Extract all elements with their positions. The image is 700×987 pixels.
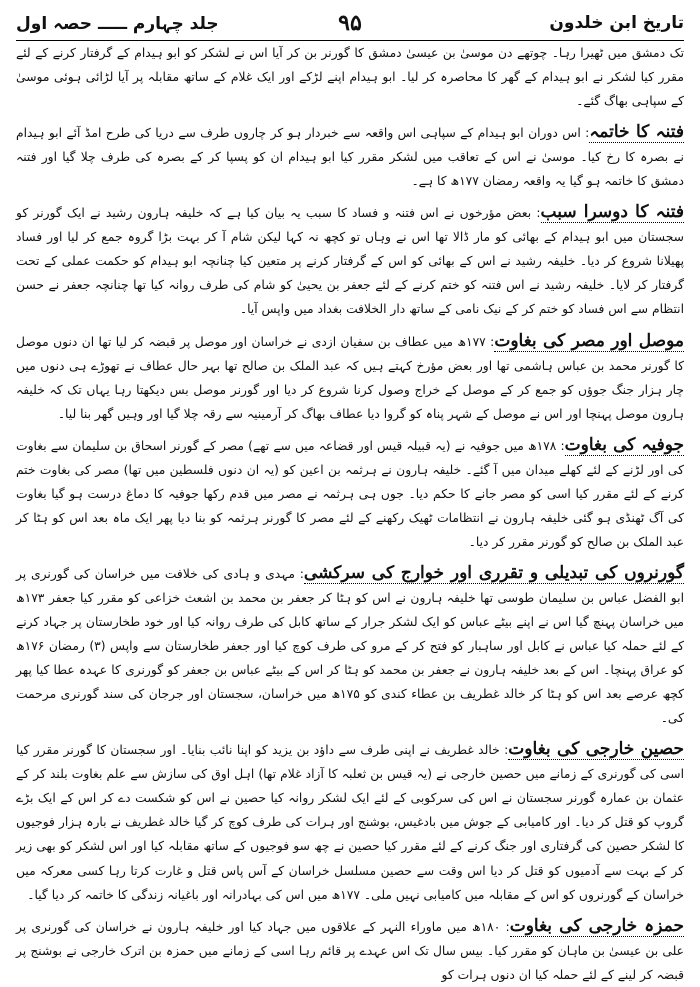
section-heading: جوفیہ کی بغاوت [564, 434, 684, 455]
section-heading: فتنہ کا خاتمہ [589, 122, 685, 143]
paragraph-text: بعض مؤرخوں نے اس فتنہ و فساد کا سبب یہ بیان کیا ہے کہ خلیفہ ہارون رشید نے ایک گورنر کو سجستان میں ابو ہیدام کے بھائی کو مار ڈالا تھا اس نے وہاں تو کچھ نہ کہا لیکن شام آ کر بہت بڑا گروہ جمع کر لیا اور فساد پھیلانا شروع کر دیا۔ خلیفہ رشید نے اس کے بھائی کو اس کے گرفتار کرنے پر متعین کیا چنانچہ ابو ہیدام کو حکمت عملی کے تحت گرفتار کر لایا۔ خلیفہ رشید نے اس فتنہ کو ختم کرنے کے لئے جعفر بن یحییٰ کو شام کی طرف روانہ کیا تھا چنانچہ جعفر نے حسن انتظام سے اس فساد کو ختم کر کے نیک نامی کے ساتھ دار الخلافت بغداد میں واپس آیا۔ [16, 206, 684, 317]
paragraph-text: خالد غطریف نے اپنی طرف سے داؤد بن یزید کو اپنا نائب بنایا۔ اور سجستان کا گورنر مقرر کیا اسی کی گورنری کے زمانے میں حصین خارجی نے (یہ قیس بن ثعلبہ کا آزاد غلام تھا) اہل اوق کی سازش سے علم بغاوت بلند کر کے عثمان بن عمارہ گورنر سجستان نے اس کی سرکوبی کے لئے ایک لشکر روانہ کیا حصین نے اس کو شکست دے کر اس کے ایک بڑے گروپ کو قتل کر دیا۔ اور کامیابی کے جوش میں بادغیس، بوشنج اور ہرات کی طرف کوچ کر گیا خالد غطریف نے بارہ ہزار فوجیوں کا لشکر حصین کی گرفتاری اور جنگ کرنے کے لئے مقرر کیا حصین نے چھ سو فوجیوں کے ساتھ مقابلہ کیا اور اس لشکر کو بھی زیر کر کے بہت سے آدمیوں کو قتل کر دیا اس وقت سے حصین مسلسل خراسان کے آس پاس قتل و غارت کرتا رہا کسی معرکہ میں خراسان کے گورنروں کو اس کے مقابلہ میں کامیابی نہیں ملی۔ ۱۷۷ھ میں اس کی بہادرانہ اور باغیانہ زندگی کا خاتمہ کر دیا گیا۔ [16, 743, 684, 902]
paragraph: حصین خارجی کی بغاوت: خالد غطریف نے اپنی طرف سے داؤد بن یزید کو اپنا نائب بنایا۔ اور سجستان کا گورنر مقرر کیا اسی کی گورنری کے زمانے میں حصین خارجی نے (یہ قیس بن ثعلبہ کا آزاد غلام تھا) اہل اوق کی سازش سے علم بغاوت بلند کر کے عثمان بن عمارہ گورنر سجستان نے اس کی سرکوبی کے لئے ایک لشکر روانہ کیا حصین نے اس کو شکست دے کر اس کے ایک بڑے گروپ کو قتل کر دیا۔ اور کامیابی کے جوش میں بادغیس، بوشنج اور ہرات کی طرف کوچ کر گیا خالد غطریف نے بارہ ہزار فوجیوں کا لشکر حصین کی گرفتاری اور جنگ کرنے کے لئے مقرر کیا حصین نے چھ سو فوجیوں کے ساتھ مقابلہ کیا اور اس لشکر کو بھی زیر کر کے بہت سے آدمیوں کو قتل کر دیا اس وقت سے حصین مسلسل خراسان کے آس پاس قتل و غارت کرتا رہا کسی معرکہ میں خراسان کے گورنروں کو اس کے مقابلہ میں کامیابی نہیں ملی۔ ۱۷۷ھ میں اس کی بہادرانہ اور باغیانہ زندگی کا خاتمہ کر دیا گیا۔ [16, 739, 684, 902]
page-header [16, 6, 684, 41]
paragraph: حمزہ خارجی کی بغاوت: ۱۸۰ھ میں ماوراء النہر کے علاقوں میں جہاد کیا اور خلیفہ ہارون نے خراسان کی گورنری پر علی بن عیسیٰ بن ماہان کو مقرر کیا۔ بیس سال تک اس عہدے پر قائم رہا اسی کے زمانے میں حمزہ بن اترک خارجی نے بوشنج پر قبضہ کر لینے کے لئے حملہ کیا ان دنوں ہرات کو [16, 915, 684, 982]
paragraph-text: ۱۷۸ھ میں جوفیہ نے (یہ قبیلہ قیس اور قضاعہ میں سے تھے) مصر کے گورنر اسحاق بن سلیمان سے بغاوت کی اور لڑنے کے لئے کھلے میدان میں آ گئے۔ خلیفہ ہارون نے ہرثمہ بن اعین کو (یہ ان دنوں فلسطین میں تھا) مصر کی بغاوت ختم کرنے کے لئے مقرر کیا اسی کو مصر جانے کا حکم دیا۔ جوں ہی ہرثمہ نے مصر میں قدم رکھا جوفیہ کا دماغ درست ہو گیا بغاوت کی آگ ٹھنڈی ہو گئی خلیفہ ہارون نے انتظامات ٹھیک رکھنے کے لئے مصر کا گورنر ہرثمہ کو بنا دیا پھر ایک ماہ بعد اس کو ہٹا کر عبد الملک بن صالح کو گورنر مقرر کر دیا۔ [16, 438, 684, 549]
book-title: تاریخ ابن خلدون [549, 13, 684, 33]
paragraph: جوفیہ کی بغاوت: ۱۷۸ھ میں جوفیہ نے (یہ قبیلہ قیس اور قضاعہ میں سے تھے) مصر کے گورنر اسحاق بن سلیمان سے بغاوت کی اور لڑنے کے لئے کھلے میدان میں آ گئے۔ خلیفہ ہارون نے ہرثمہ بن اعین کو (یہ ان دنوں فلسطین میں تھا) مصر کی بغاوت ختم کرنے کے لئے مقرر کیا اسی کو مصر جانے کا حکم دیا۔ جوں ہی ہرثمہ نے مصر میں قدم رکھا جوفیہ کا دماغ درست ہو گیا بغاوت کی آگ ٹھنڈی ہو گئی خلیفہ ہارون نے انتظامات ٹھیک رکھنے کے لئے مصر کا گورنر ہرثمہ کو بنا دیا پھر ایک ماہ بعد اس کو ہٹا کر عبد الملک بن صالح کو گورنر مقرر کر دیا۔ [16, 434, 684, 549]
page-body [16, 41, 684, 987]
paragraph-text: اس دوران ابو ہیدام کے سپاہی اس واقعہ سے خبردار ہو کر چاروں طرف سے دریا کی طرح امڈ آئے ابو ہیدام نے بصرہ کا رخ کیا۔ موسیٰ نے اس کے تعاقب میں لشکر مقرر کیا ابو ہیدام ان کو پسپا کر کے بصرہ کی طرف چلا گیا اور فتنہ دمشق کا خاتمہ ہو گیا یہ واقعہ رمضان ۱۷۷ھ کا ہے۔ [16, 126, 684, 189]
page-number: ۹۵ [338, 10, 362, 36]
section-heading: فتنہ کا دوسرا سبب [540, 202, 684, 223]
section-heading: موصل اور مصر کی بغاوت [494, 330, 684, 351]
paragraph-text: ۱۷۷ھ میں عطاف بن سفیان ازدی نے خراسان اور موصل پر قبضہ کر لیا تھا ان دنوں موصل کا گورنر محمد بن عباس ہاشمی تھا اور بعض مؤرخ کہتے ہیں کہ عبد الملک بن صالح تھا بہر حال عطاف نے تھوڑے ہی دنوں میں چار ہزار جنگ جوؤں کو جمع کر کے موصل کے خراج وصول کرنا شروع کر دیا اور گورنر موصل بس دیکھتا رہا یہاں تک کہ خلیفہ ہارون موصل پہنچا اور اس نے موصل کے شہر پناہ کو گروا دیا عطاف بھاگ کر آرمینیہ سے رقہ چلا گیا اور وہیں گھر بنا لیا۔ [16, 334, 684, 421]
paragraph: فتنہ کا دوسرا سبب: بعض مؤرخوں نے اس فتنہ و فساد کا سبب یہ بیان کیا ہے کہ خلیفہ ہارون رشید نے ایک گورنر کو سجستان میں ابو ہیدام کے بھائی کو مار ڈالا تھا اس نے وہاں تو کچھ نہ کہا لیکن شام آ کر بہت بڑا گروہ جمع کر لیا اور فساد پھیلانا شروع کر دیا۔ خلیفہ رشید نے اس کے بھائی کو اس کے گرفتار کرنے پر متعین کیا چنانچہ ابو ہیدام کو حکمت عملی کے تحت گرفتار کر لایا۔ خلیفہ رشید نے اس فتنہ کو ختم کرنے کے لئے جعفر بن یحییٰ کو شام کی طرف روانہ کیا تھا چنانچہ جعفر نے حسن انتظام سے اس فساد کو ختم کر کے نیک نامی کے ساتھ دار الخلافت بغداد میں واپس آیا۔ [16, 202, 684, 317]
paragraph-text: تک دمشق میں ٹھیرا رہا۔ چوتھے دن موسیٰ بن عیسیٰ دمشق کا گورنر بن کر آیا اس نے لشکر کو ابو ہیدام کے گرفتار کرنے کے لئے مقرر کیا لشکر نے ابو ہیدام کے گھر کا محاصرہ کر لیا۔ ابو ہیدام اپنے لڑکے اور ایک غلام کے ساتھ مقابلہ پر آیا لڑائی ہوئی موسیٰ کے سپاہی بھاگ گئے۔ [16, 46, 684, 109]
volume-label: جلد چہارم ـــــ حصہ اول [16, 13, 219, 34]
paragraph [16, 41, 684, 113]
section-heading: حصین خارجی کی بغاوت [508, 739, 684, 760]
paragraph-text: مہدی و ہادی کی خلافت میں خراسان کی گورنری پر ابو الفضل عباس بن سلیمان طوسی تھا خلیفہ ہارون نے اس کو ہٹا کر جعفر بن محمد بن اشعث خزاعی کو مقرر کیا جعفر ۱۷۳ھ میں خراسان پہنچ گیا اس نے اپنے بیٹے عباس کو ایک لشکر جرار کے ساتھ کابل کی طرف روانہ کیا اور خود طخارستان پر جہاد کرنے کے لئے حملہ کیا عباس نے کابل اور ساہبار کو فتح کر کے مرو کی طرف کوچ کیا اور جعفر طخارستان سے واپس (۳) رمضان ۱۷۶ھ کو عراق پہنچا۔ اس کے بعد خلیفہ ہارون نے جعفر بن محمد کو ہٹا کر اس کے بیٹے عباس بن جعفر کو گورنری کا عہدہ عطا کیا پھر کچھ عرصے بعد اس کو ہٹا کر خالد غطریف بن عطاء کندی کو ۱۷۵ھ میں خراسان، سجستان اور جرجان کی سند گورنری مرحمت کی۔ [16, 566, 685, 726]
paragraph: گورنروں کی تبدیلی و تقرری اور خوارج کی سرکشی: مہدی و ہادی کی خلافت میں خراسان کی گورنری پر ابو الفضل عباس بن سلیمان طوسی تھا خلیفہ ہارون نے اس کو ہٹا کر جعفر بن محمد بن اشعث خزاعی کو مقرر کیا جعفر ۱۷۳ھ میں خراسان پہنچ گیا اس نے اپنے بیٹے عباس کو ایک لشکر جرار کے ساتھ کابل کی طرف روانہ کیا اور خود طخارستان پر جہاد کرنے کے لئے حملہ کیا عباس نے کابل اور ساہبار کو فتح کر کے مرو کی طرف کوچ کیا اور جعفر طخارستان سے واپس (۳) رمضان ۱۷۶ھ کو عراق پہنچا۔ اس کے بعد خلیفہ ہارون نے جعفر بن محمد کو ہٹا کر اس کے بیٹے عباس بن جعفر کو گورنری کا عہدہ عطا کیا پھر کچھ عرصے بعد اس کو ہٹا کر خالد غطریف بن عطاء کندی کو ۱۷۵ھ میں خراسان، سجستان اور جرجان کی سند گورنری مرحمت کی۔ [16, 562, 685, 726]
paragraph: فتنہ کا خاتمہ: اس دوران ابو ہیدام کے سپاہی اس واقعہ سے خبردار ہو کر چاروں طرف سے دریا کی طرح امڈ آئے ابو ہیدام نے بصرہ کا رخ کیا۔ موسیٰ نے اس کے تعاقب میں لشکر مقرر کیا ابو ہیدام ان کو پسپا کر کے بصرہ کی طرف چلا گیا اور فتنہ دمشق کا خاتمہ ہو گیا یہ واقعہ رمضان ۱۷۷ھ کا ہے۔ [16, 122, 685, 189]
paragraph-text: ۱۸۰ھ میں ماوراء النہر کے علاقوں میں جہاد کیا اور خلیفہ ہارون نے خراسان کی گورنری پر علی بن عیسیٰ بن ماہان کو مقرر کیا۔ بیس سال تک اس عہدے پر قائم رہا اسی کے زمانے میں حمزہ بن اترک خارجی نے بوشنج پر قبضہ کر لینے کے لئے حملہ کیا ان دنوں ہرات کو [16, 919, 684, 982]
section-heading: گورنروں کی تبدیلی و تقرری اور خوارج کی سرکشی [303, 562, 684, 583]
section-heading: حمزہ خارجی کی بغاوت [509, 915, 684, 936]
paragraph: موصل اور مصر کی بغاوت: ۱۷۷ھ میں عطاف بن سفیان ازدی نے خراسان اور موصل پر قبضہ کر لیا تھا ان دنوں موصل کا گورنر محمد بن عباس ہاشمی تھا اور بعض مؤرخ کہتے ہیں کہ عبد الملک بن صالح تھا بہر حال عطاف نے تھوڑے ہی دنوں میں چار ہزار جنگ جوؤں کو جمع کر کے موصل کے خراج وصول کرنا شروع کر دیا اور گورنر موصل بس دیکھتا رہا یہاں تک کہ خلیفہ ہارون موصل پہنچا اور اس نے موصل کے شہر پناہ کو گروا دیا عطاف بھاگ کر آرمینیہ سے رقہ چلا گیا اور وہیں گھر بنا لیا۔ [16, 330, 684, 421]
